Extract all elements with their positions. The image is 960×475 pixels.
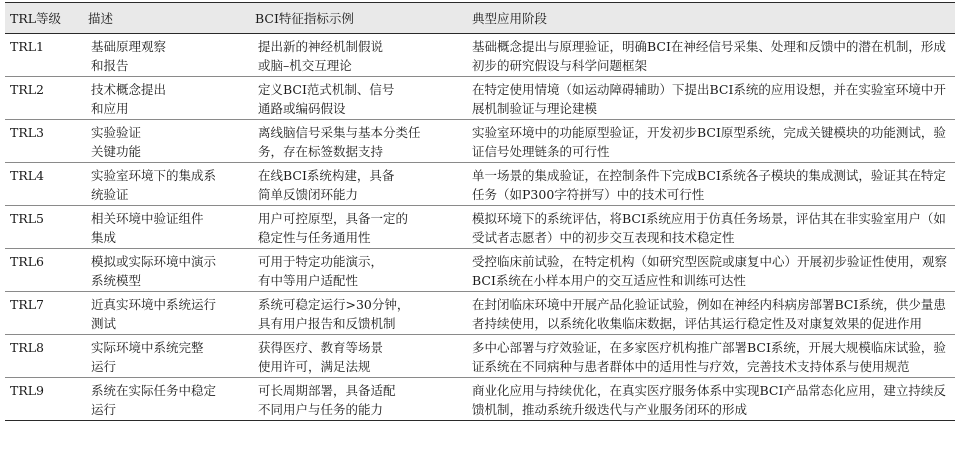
indicator-cell xyxy=(250,249,467,292)
description-line: 技术概念提出 xyxy=(91,82,167,97)
application-cell: 多中心部署与疗效验证，在多家医疗机构推广部署BCI系统，开展大规模临床试验，验证系统在不同病种与患者群体中的适用性与疗效，完善技术支持体系与使用规范 xyxy=(467,335,955,378)
indicator-cell xyxy=(250,34,467,77)
description-line: 和应用 xyxy=(91,101,129,116)
table-row xyxy=(5,77,955,120)
table-row xyxy=(5,120,955,163)
description-cell xyxy=(83,163,250,206)
application-cell: 实验室环境中的功能原型验证，开发初步BCI原型系统，完成关键模块的功能测试，验证信号处理链条的可行性 xyxy=(467,120,955,163)
table-body xyxy=(5,34,955,421)
description-line: 和报告 xyxy=(91,58,129,73)
description-line: 近真实环境中系统运行 xyxy=(91,297,217,312)
trl-level-cell: TRL3 xyxy=(5,120,83,163)
description-line: 实验验证 xyxy=(91,125,142,140)
application-cell: 受控临床前试验，在特定机构（如研究型医院或康复中心）开展初步验证性使用，观察BCI系统在小样本用户的交互适应性和训练可达性 xyxy=(467,249,955,292)
description-line: 集成 xyxy=(91,230,117,245)
indicator-cell xyxy=(250,378,467,421)
description-cell xyxy=(83,378,250,421)
indicator-cell xyxy=(250,335,467,378)
description-cell xyxy=(83,249,250,292)
description-line: 实际环境中系统完整 xyxy=(91,340,204,355)
description-line: 相关环境中验证组件 xyxy=(91,211,204,226)
table-row xyxy=(5,292,955,335)
header-trl-level: TRL等级 xyxy=(5,3,83,34)
indicator-line: 不同用户与任务的能力 xyxy=(258,402,384,417)
trl-level-cell: TRL1 xyxy=(5,34,83,77)
indicator-cell xyxy=(250,163,467,206)
description-cell xyxy=(83,77,250,120)
trl-table xyxy=(5,2,955,421)
indicator-line: 或脑–机交互理论 xyxy=(258,58,352,73)
table-row xyxy=(5,335,955,378)
indicator-line: 提出新的神经机制假说 xyxy=(258,39,384,54)
indicator-cell xyxy=(250,292,467,335)
indicator-line: 简单反馈闭环能力 xyxy=(258,187,359,202)
indicator-line: 稳定性与任务通用性 xyxy=(258,230,371,245)
table-row xyxy=(5,378,955,421)
indicator-line: 系统可稳定运行>30分钟， xyxy=(258,297,410,312)
header-description: 描述 xyxy=(83,3,250,34)
indicator-line: 可用于特定功能演示， xyxy=(258,254,384,269)
indicator-line: 在线BCI系统构建，具备 xyxy=(258,168,395,183)
trl-level-cell: TRL5 xyxy=(5,206,83,249)
trl-level-cell: TRL6 xyxy=(5,249,83,292)
description-line: 统验证 xyxy=(91,187,129,202)
indicator-line: 具有用户报告和反馈机制 xyxy=(258,316,396,331)
trl-level-cell: TRL4 xyxy=(5,163,83,206)
table-row xyxy=(5,206,955,249)
indicator-line: 可长周期部署，具备适配 xyxy=(258,383,396,398)
indicator-line: 通路或编码假设 xyxy=(258,101,346,116)
description-line: 基础原理观察 xyxy=(91,39,167,54)
indicator-line: 用户可控原型，具备一定的 xyxy=(258,211,409,226)
indicator-cell xyxy=(250,206,467,249)
indicator-line: 离线脑信号采集与基本分类任 xyxy=(258,125,421,140)
indicator-line: 务，存在标签数据支持 xyxy=(258,144,384,159)
trl-level-cell: TRL9 xyxy=(5,378,83,421)
description-cell xyxy=(83,206,250,249)
description-line: 运行 xyxy=(91,402,117,417)
indicator-line: 定义BCI范式机制、信号 xyxy=(258,82,395,97)
trl-level-cell: TRL7 xyxy=(5,292,83,335)
header-application-stage: 典型应用阶段 xyxy=(467,3,955,34)
description-line: 运行 xyxy=(91,359,117,374)
indicator-cell xyxy=(250,77,467,120)
description-cell xyxy=(83,34,250,77)
trl-level-cell: TRL2 xyxy=(5,77,83,120)
application-cell: 基础概念提出与原理验证，明确BCI在神经信号采集、处理和反馈中的潜在机制，形成初步的研究假设与科学问题框架 xyxy=(467,34,955,77)
application-cell: 在封闭临床环境中开展产品化验证试验，例如在神经内科病房部署BCI系统，供少量患者持续使用，以系统化收集临床数据，评估其运行稳定性及对康复效果的促进作用 xyxy=(467,292,955,335)
description-line: 系统在实际任务中稳定 xyxy=(91,383,217,398)
table-header-row xyxy=(5,3,955,34)
application-cell: 在特定使用情境（如运动障碍辅助）下提出BCI系统的应用设想，并在实验室环境中开展机制验证与理论建模 xyxy=(467,77,955,120)
indicator-line: 使用许可，满足法规 xyxy=(258,359,371,374)
description-line: 系统模型 xyxy=(91,273,142,288)
description-cell xyxy=(83,292,250,335)
header-bci-indicators: BCI特征指标示例 xyxy=(250,3,467,34)
trl-level-cell: TRL8 xyxy=(5,335,83,378)
description-line: 关键功能 xyxy=(91,144,142,159)
application-cell: 模拟环境下的系统评估，将BCI系统应用于仿真任务场景，评估其在非实验室用户（如受试者志愿者）中的初步交互表现和技术稳定性 xyxy=(467,206,955,249)
application-cell: 单一场景的集成验证，在控制条件下完成BCI系统各子模块的集成测试，验证其在特定任务（如P300字符拼写）中的技术可行性 xyxy=(467,163,955,206)
indicator-line: 获得医疗、教育等场景 xyxy=(258,340,384,355)
description-line: 测试 xyxy=(91,316,117,331)
description-line: 实验室环境下的集成系 xyxy=(91,168,217,183)
description-line: 模拟或实际环境中演示 xyxy=(91,254,217,269)
indicator-line: 有中等用户适配性 xyxy=(258,273,359,288)
table-row xyxy=(5,249,955,292)
description-cell xyxy=(83,335,250,378)
table-row xyxy=(5,34,955,77)
table-row xyxy=(5,163,955,206)
description-cell xyxy=(83,120,250,163)
indicator-cell xyxy=(250,120,467,163)
application-cell: 商业化应用与持续优化，在真实医疗服务体系中实现BCI产品常态化应用，建立持续反馈机制，推动系统升级迭代与产业服务闭环的形成 xyxy=(467,378,955,421)
